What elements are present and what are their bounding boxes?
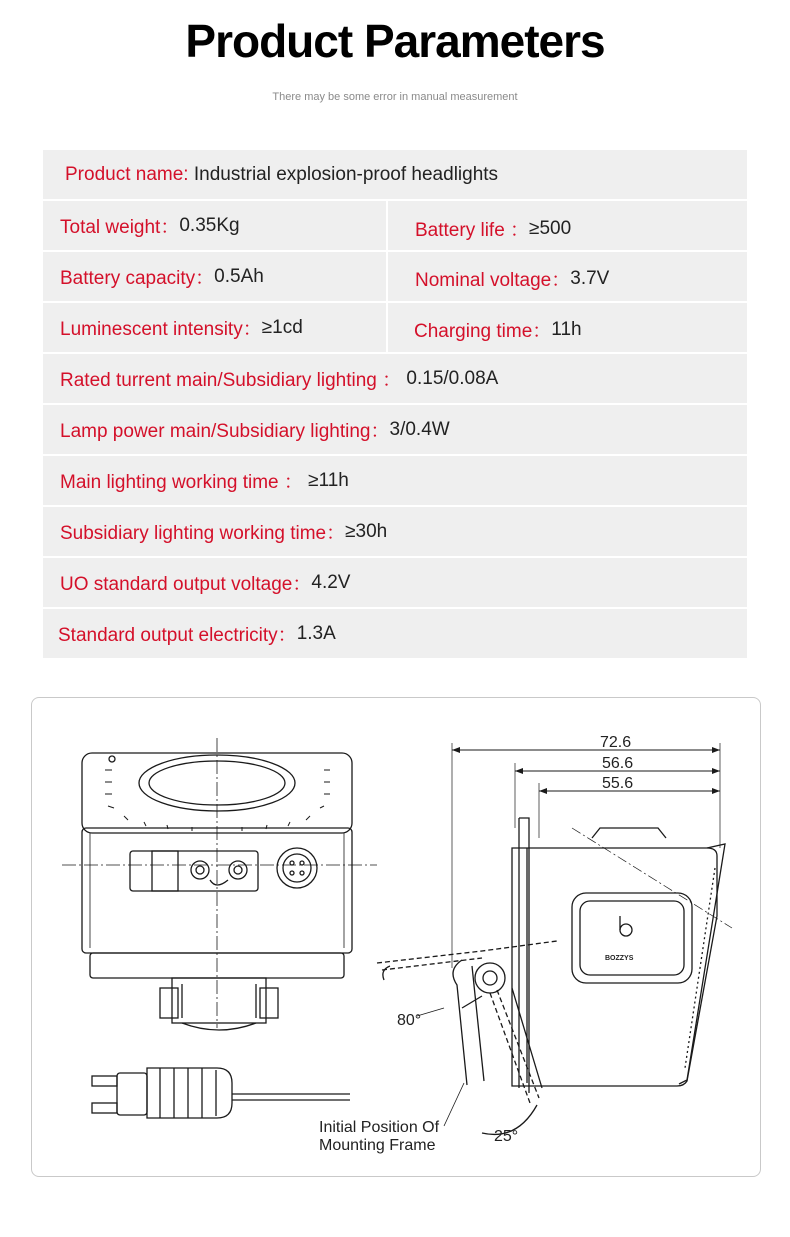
angle-label-down: 25°: [494, 1128, 519, 1145]
param-value-lamp-power: 3/0.4W: [389, 418, 450, 440]
param-value-luminescent-intensity: ≥1cd: [261, 316, 303, 338]
page-subtitle: There may be some error in manual measurement: [272, 91, 518, 103]
param-label-luminescent-intensity: Luminescent intensity：: [60, 319, 262, 340]
dimension-inner: 55.6: [602, 775, 634, 792]
param-value-product-name: Industrial explosion-proof headlights: [193, 163, 499, 185]
param-value-nominal-voltage: 3.7V: [570, 267, 610, 289]
param-label-battery-life: Battery life ：: [415, 220, 530, 241]
param-label-charging-time: Charging time：: [414, 321, 552, 342]
angle-label-up: 80°: [397, 1012, 422, 1029]
param-label-sub-working-time: Subsidiary lighting working time：: [60, 523, 346, 544]
side-view-drawing: [377, 743, 732, 1134]
param-label-uo-voltage: UO standard output voltage：: [60, 574, 312, 595]
brand-label: BOZZYS: [605, 955, 634, 962]
front-view-drawing: [62, 738, 377, 1118]
dimension-total: 72.6: [600, 734, 632, 751]
param-value-output-electricity: 1.3A: [296, 622, 336, 644]
param-value-uo-voltage: 4.2V: [311, 571, 351, 593]
param-value-battery-capacity: 0.5Ah: [214, 265, 264, 287]
param-label-battery-capacity: Battery capacity：: [60, 268, 215, 289]
table-row: [43, 609, 747, 658]
param-value-total-weight: 0.35Kg: [179, 214, 240, 236]
column-divider: [386, 252, 388, 301]
column-divider: [386, 201, 388, 250]
table-row: [43, 201, 747, 252]
param-value-sub-working-time: ≥30h: [345, 520, 388, 542]
table-row: [43, 558, 747, 609]
page-title: Product Parameters: [185, 15, 605, 67]
dimension-mid: 56.6: [602, 755, 634, 772]
table-row: [43, 456, 747, 507]
table-row: [43, 507, 747, 558]
caption-line-2: Mounting Frame: [319, 1137, 436, 1154]
param-label-product-name: Product name:: [65, 163, 189, 185]
table-row: [43, 405, 747, 456]
param-value-main-working-time: ≥11h: [308, 469, 349, 491]
param-value-rated-current: 0.15/0.08A: [406, 367, 499, 389]
param-label-lamp-power: Lamp power main/Subsidiary lighting：: [60, 421, 390, 442]
param-label-main-working-time: Main lighting working time ：: [60, 472, 303, 493]
param-value-battery-life: ≥500: [529, 217, 572, 239]
table-row: [43, 303, 747, 354]
table-row: [43, 252, 747, 303]
technical-drawing-panel: [31, 697, 761, 1177]
param-label-total-weight: Total weight：: [60, 217, 180, 238]
param-label-nominal-voltage: Nominal voltage：: [415, 270, 571, 291]
param-label-output-electricity: Standard output electricity：: [58, 625, 297, 646]
table-row: [43, 150, 747, 201]
caption-line-1: Initial Position Of: [319, 1119, 440, 1136]
parameters-table: [43, 150, 747, 658]
param-label-rated-current: Rated turrent main/Subsidiary lighting ：: [60, 370, 402, 391]
param-value-charging-time: 11h: [551, 318, 582, 340]
column-divider: [386, 303, 388, 352]
technical-drawing: [32, 698, 760, 1176]
table-row: [43, 354, 747, 405]
